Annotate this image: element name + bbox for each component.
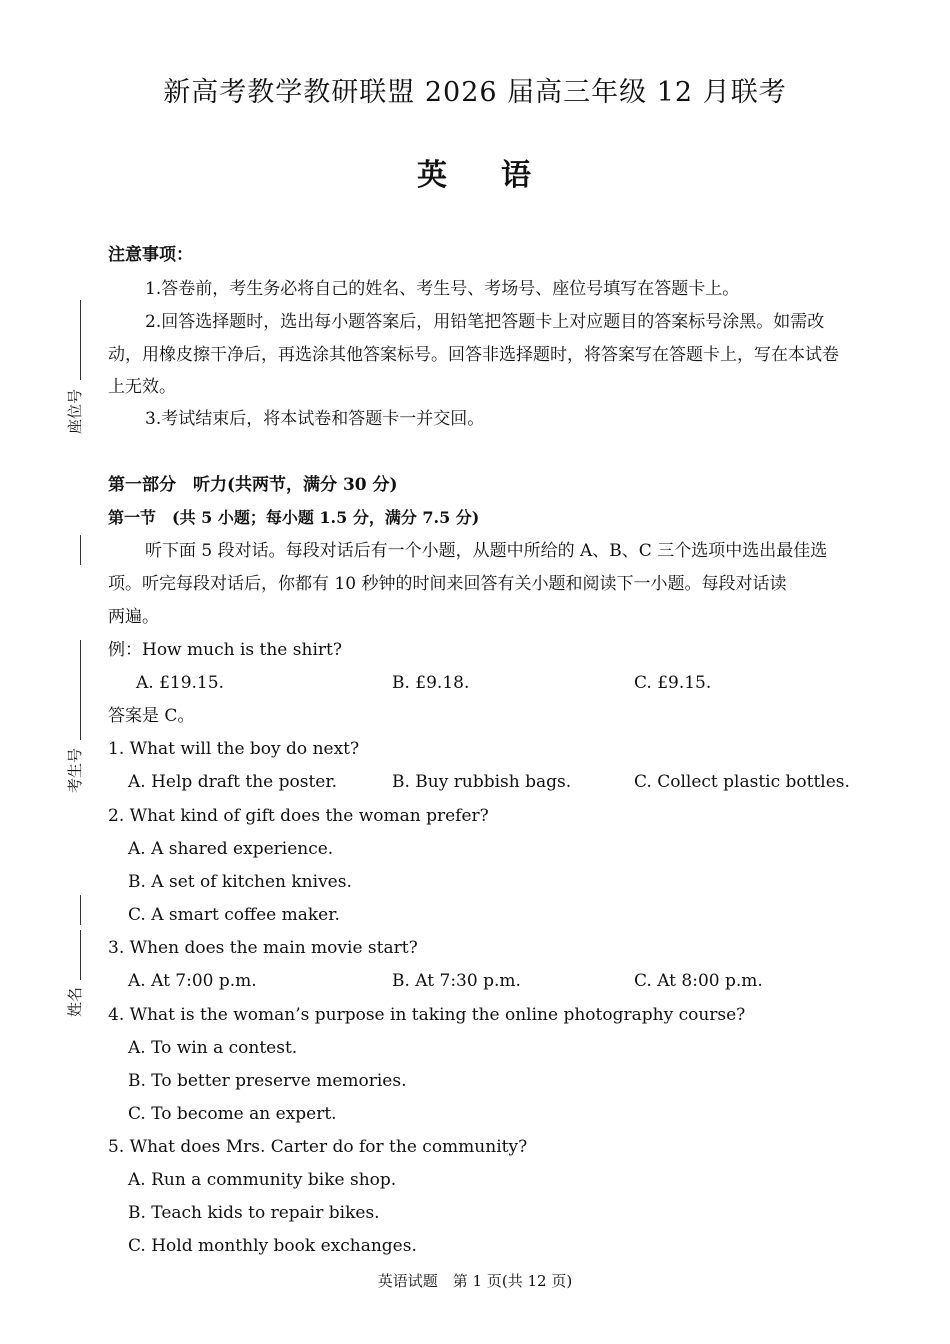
- candidate-no-fill-line: [80, 640, 81, 740]
- name-fill-line: [80, 930, 81, 980]
- question-4-option-b: B. To better preserve memories.: [128, 1071, 407, 1091]
- notice-heading: 注意事项：: [108, 245, 193, 265]
- question-5-option-a: A. Run a community bike shop.: [128, 1170, 397, 1190]
- question-2-option-b: B. A set of kitchen knives.: [128, 872, 352, 892]
- notice-item-2-line-2: 动，用橡皮擦干净后，再选涂其他答案标号。回答非选择题时，将答案写在答题卡上，写在本试卷: [108, 345, 839, 365]
- subject-title: [0, 150, 950, 194]
- notice-item-2-line-1: 2.回答选择题时，选出每小题答案后，用铅笔把答题卡上对应题目的答案标号涂黑。如需改: [145, 312, 825, 332]
- name-label: 姓名: [66, 986, 84, 1017]
- example-answer: 答案是 C。: [108, 706, 195, 726]
- question-5-option-b: B. Teach kids to repair bikes.: [128, 1203, 380, 1223]
- question-4: 4. What is the woman’s purpose in taking the online photography course?: [108, 1005, 746, 1025]
- section1-heading: 第一节 (共 5 小题；每小题 1.5 分，满分 7.5 分): [108, 508, 480, 527]
- question-2: 2. What kind of gift does the woman prefer?: [108, 806, 489, 826]
- question-2-option-a: A. A shared experience.: [128, 839, 334, 859]
- question-5: 5. What does Mrs. Carter do for the community?: [108, 1137, 528, 1157]
- question-3-option-c: C. At 8:00 p.m.: [634, 971, 763, 991]
- question-3: 3. When does the main movie start?: [108, 938, 418, 958]
- binding-line-2: [80, 895, 81, 925]
- question-4-option-a: A. To win a contest.: [128, 1038, 298, 1058]
- example-option-a: A. £19.15.: [136, 673, 224, 693]
- part1-heading: 第一部分 听力(共两节，满分 30 分): [108, 475, 398, 495]
- notice-item-2-line-3: 上无效。: [108, 377, 176, 397]
- page-footer: 英语试题 第 1 页(共 12 页): [377, 1272, 573, 1290]
- question-5-option-c: C. Hold monthly book exchanges.: [128, 1236, 417, 1256]
- question-1-option-a: A. Help draft the poster.: [128, 772, 338, 792]
- notice-item-3: 3.考试结束后，将本试卷和答题卡一并交回。: [145, 409, 485, 429]
- question-4-option-c: C. To become an expert.: [128, 1104, 337, 1124]
- question-1-option-b: B. Buy rubbish bags.: [392, 772, 572, 792]
- example-option-b: B. £9.18.: [392, 673, 470, 693]
- question-1: 1. What will the boy do next?: [108, 739, 360, 759]
- example-option-c: C. £9.15.: [634, 673, 712, 693]
- section1-intro-line-2: 项。听完每段对话后，你都有 10 秒钟的时间来回答有关小题和阅读下一小题。每段对话读: [108, 574, 787, 594]
- subject-char-2: 语: [501, 158, 533, 193]
- question-3-option-b: B. At 7:30 p.m.: [392, 971, 521, 991]
- binding-line-1: [80, 535, 81, 565]
- question-1-option-c: C. Collect plastic bottles.: [634, 772, 850, 792]
- notice-item-1: 1.答卷前，考生务必将自己的姓名、考生号、考场号、座位号填写在答题卡上。: [145, 279, 740, 299]
- candidate-no-label: 考生号: [66, 747, 84, 793]
- section1-intro-line-1: 听下面 5 段对话。每段对话后有一个小题，从题中所给的 A、B、C 三个选项中选出最佳选: [145, 541, 828, 561]
- seat-label: 座位号: [66, 388, 84, 434]
- subject-char-1: 英: [417, 158, 449, 193]
- section1-intro-line-3: 两遍。: [108, 607, 159, 627]
- question-3-option-a: A. At 7:00 p.m.: [128, 971, 257, 991]
- exam-title: 新高考教学教研联盟 2026 届高三年级 12 月联考: [163, 77, 787, 108]
- example-question: 例：How much is the shirt?: [108, 640, 342, 660]
- seat-fill-line: [80, 300, 81, 380]
- question-2-option-c: C. A smart coffee maker.: [128, 905, 340, 925]
